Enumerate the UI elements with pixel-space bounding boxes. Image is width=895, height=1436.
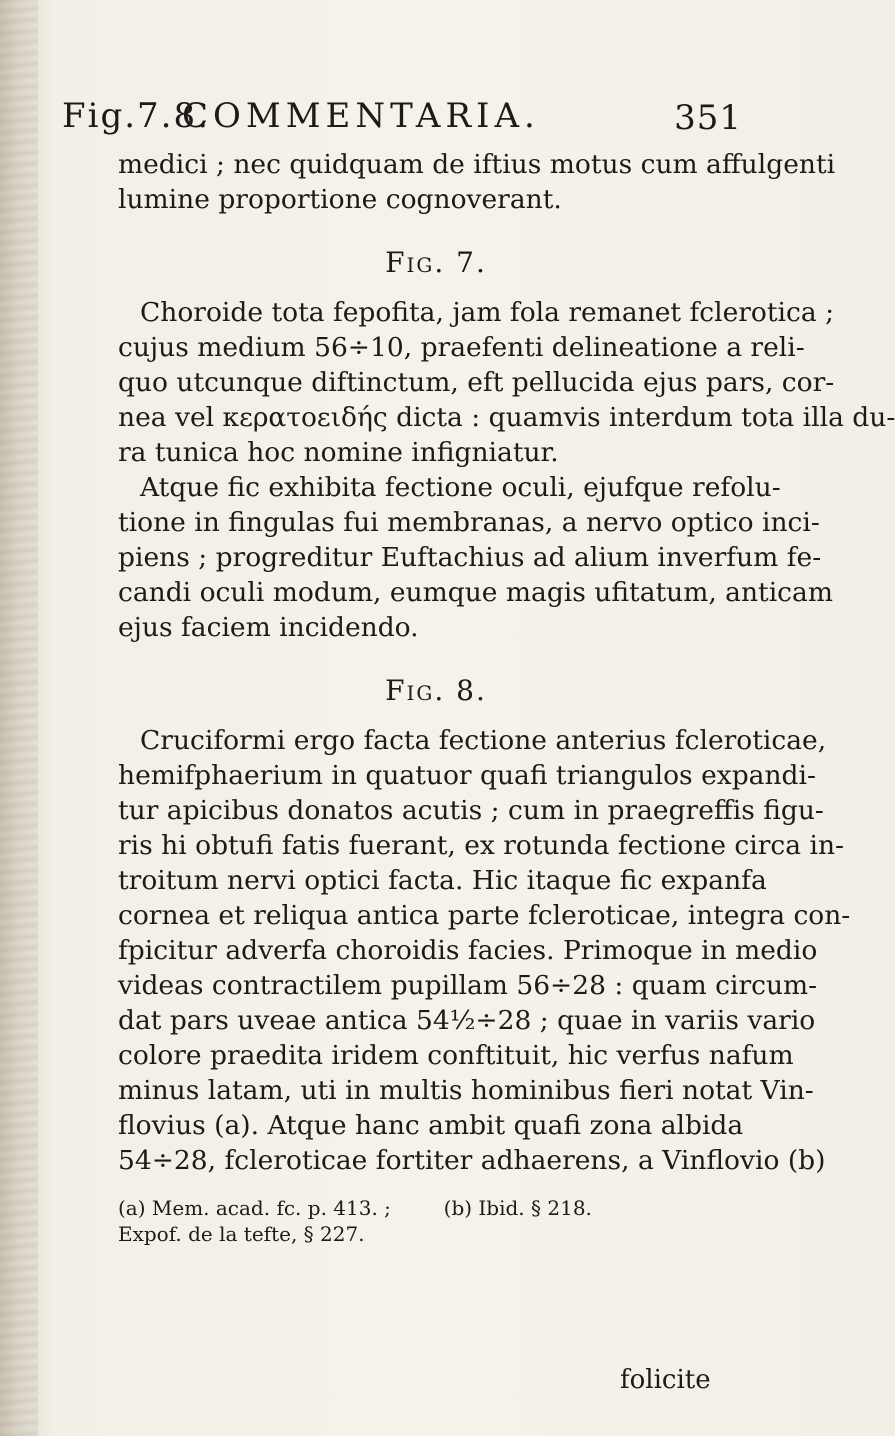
- text-line: 54÷28, fcleroticae fortiter adhaerens, a Vinflovio (b): [118, 1145, 826, 1176]
- figure-heading: Fig. 7.: [385, 246, 487, 279]
- text-line: Atque fic exhibita fectione oculi, ejufque refolu-: [140, 472, 781, 503]
- figure-heading: Fig. 8.: [385, 674, 487, 707]
- footnote-b: (b) Ibid. § 218.: [443, 1196, 592, 1220]
- page-number: 351: [674, 98, 742, 138]
- text-line: medici ; nec quidquam de iftius motus cum affulgenti: [118, 149, 836, 180]
- running-header: [62, 96, 742, 140]
- text-line: ejus faciem incidendo.: [118, 612, 419, 643]
- text-line: ris hi obtufi fatis fuerant, ex rotunda fectione circa in-: [118, 830, 844, 861]
- text-line: ra tunica hoc nomine infigniatur.: [118, 437, 559, 468]
- text-line: Cruciformi ergo facta fectione anterius fcleroticae,: [140, 725, 827, 756]
- text-line: candi oculi modum, eumque magis ufitatum, anticam: [118, 577, 833, 608]
- header-figures: Fig.7.8.: [62, 96, 210, 136]
- header-title: COMMENTARIA.: [182, 96, 540, 136]
- text-line: troitum nervi optici facta. Hic itaque fic expanfa: [118, 865, 767, 896]
- footnote-a: (a) Mem. acad. fc. p. 413. ;: [118, 1196, 391, 1220]
- text-line: fpicitur adverfa choroidis facies. Primoque in medio: [118, 935, 818, 966]
- text-line: dat pars uveae antica 54½÷28 ; quae in variis vario: [118, 1005, 816, 1036]
- text-line: minus latam, uti in multis hominibus fieri notat Vin-: [118, 1075, 814, 1106]
- page-gutter-shadow: [0, 0, 38, 1436]
- text-line: cornea et reliqua antica parte fcleroticae, integra con-: [118, 900, 851, 931]
- text-line: colore praedita iridem conftituit, hic verfus nafum: [118, 1040, 794, 1071]
- text-line: cujus medium 56÷10, praefenti delineatione a reli-: [118, 332, 805, 363]
- footnote-line: Expof. de la tefte, § 227.: [118, 1222, 365, 1246]
- text-line: flovius (a). Atque hanc ambit quafi zona albida: [118, 1110, 744, 1141]
- text-line: tione in fingulas fui membranas, a nervo optico inci-: [118, 507, 820, 538]
- text-line: lumine proportione cognoverant.: [118, 184, 562, 215]
- catchword: folicite: [620, 1365, 711, 1395]
- text-line: piens ; progreditur Euftachius ad alium inverfum fe-: [118, 542, 822, 573]
- text-line: quo utcunque diftinctum, eft pellucida ejus pars, cor-: [118, 367, 835, 398]
- footnote-line: [118, 1196, 754, 1220]
- text-line: tur apicibus donatos acutis ; cum in praegreffis figu-: [118, 795, 824, 826]
- text-line: nea vel κερατοειδής dicta : quamvis interdum tota illa du-: [118, 402, 895, 433]
- text-line: hemifphaerium in quatuor quafi triangulos expandi-: [118, 760, 816, 791]
- text-line: Choroide tota fepofita, jam fola remanet fclerotica ;: [140, 297, 834, 328]
- text-line: videas contractilem pupillam 56÷28 : quam circum-: [118, 970, 818, 1001]
